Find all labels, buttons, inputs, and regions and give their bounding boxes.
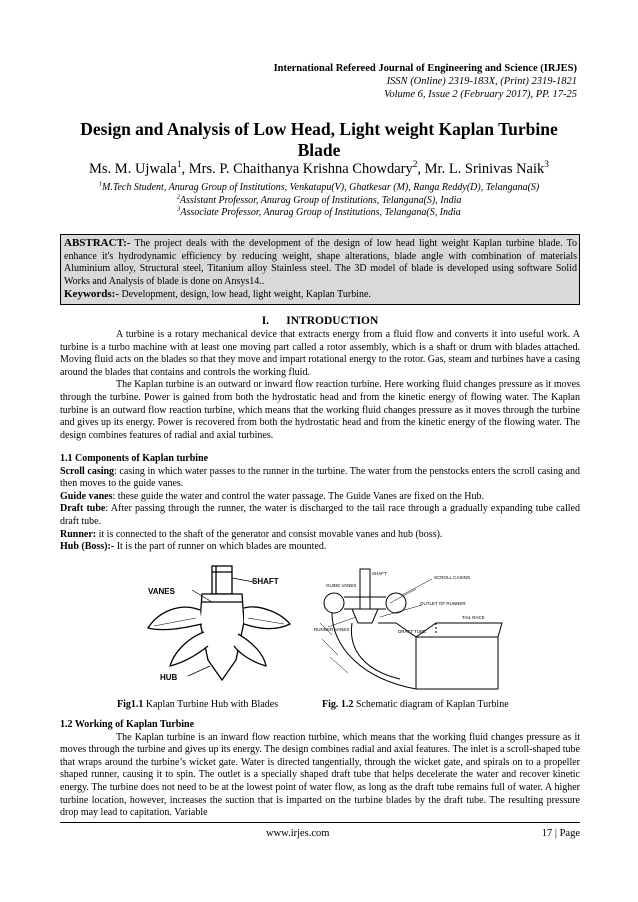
fig1-caption-label: Fig1.1 [117, 699, 144, 710]
component-runner [60, 529, 580, 542]
components-section [60, 453, 580, 554]
abstract-paragraph [64, 237, 577, 288]
author-1: Ms. M. Ujwala [89, 161, 177, 177]
component-hub [60, 541, 580, 554]
journal-issn: ISSN (Online) 2319-183X, (Print) 2319-1821 [386, 76, 577, 87]
component-draft-tube [60, 503, 580, 528]
footer-page-number: 17 | Page [541, 828, 580, 839]
fig2-caption-label: Fig. 1.2 [322, 699, 354, 710]
component-term: Guide vanes [60, 490, 113, 502]
author-list [60, 160, 578, 178]
abstract-label: ABSTRACT:- [64, 237, 131, 249]
footer-url[interactable]: www.irjes.com [266, 828, 330, 839]
fig1-label-vanes: VANES [148, 587, 175, 596]
affiliation-1 [60, 182, 578, 195]
keywords-text: Development, design, low head, light weight, Kaplan Turbine. [119, 289, 371, 301]
fig1-label-hub: HUB [160, 673, 178, 682]
fig2-label-draft-tube: DRAFT TUBE [398, 629, 427, 634]
component-term: Runner: [60, 528, 97, 540]
fig2-label-guide-vanes: GUIDE VANES [326, 583, 357, 588]
journal-volume: Volume 6, Issue 2 (February 2017), PP. 17-25 [384, 89, 577, 100]
component-term: Draft tube [60, 503, 106, 515]
keywords-label: Keywords:- [64, 288, 119, 301]
component-scroll-casing [60, 466, 580, 491]
working-section [60, 719, 580, 820]
affiliation-2-sup: 2 [176, 193, 180, 201]
section-heading-introduction [60, 315, 580, 327]
component-text: : casing in which water passes to the runner in the turbine. The water from the penstocks enters the scroll casing and then moves to the guide vanes. [60, 465, 580, 490]
author-3-sup: 3 [544, 160, 549, 171]
affiliation-2-text: Assistant Professor, Anurag Group of Institutions, Telangana(S), India [179, 195, 462, 206]
affiliation-1-text: M.Tech Student, Anurag Group of Institutions, Venkatapu(V), Ghatkesar (M), Ranga Reddy(D), Telangana(S) [101, 182, 540, 193]
component-text: It is the part of runner on which blades are mounted. [114, 541, 327, 553]
author-3: , Mr. L. Srinivas Naik [417, 161, 545, 177]
fig2-caption-text: Schematic diagram of Kaplan Turbine [353, 699, 509, 710]
figure-1-1-caption [117, 699, 278, 711]
figure-1-2-caption [322, 699, 509, 711]
fig2-label-shaft: SHAFT [372, 571, 387, 576]
component-term: Scroll casing [60, 465, 115, 477]
fig2-label-runner-vanes: RUNNER VANES [314, 627, 350, 632]
abstract-box [60, 234, 580, 305]
subsection-1-2-title: 1.2 Working of Kaplan Turbine [60, 719, 195, 730]
affiliation-1-sup: 1 [98, 180, 102, 188]
figure-1-2-schematic-image [312, 567, 504, 695]
affiliation-3-sup: 3 [177, 205, 181, 213]
working-paragraph-1: The Kaplan turbine is an inward flow reaction turbine, which means that the working fluid changes pressure as it moves through the turbine and gives up its energy. The design combines radial and axial features. The inlet is a scroll-shaped tube that wraps around the turbine’s wicket gate. Water is directed tangentially, through the wicket gate, and spirals on to a propeller shaped runner, causing it to spin. The outlet is a specially shaped draft tube that helps decelerate the water and recover kinetic energy. The turbine does not need to be at the lowest point of water flow, as long as the draft tube remains full of water. A higher turbine location, however, increases the suction that is imparted on the turbine blades by the draft tube. The resulting pressure drop may lead to capitation. Variable [60, 731, 580, 819]
component-guide-vanes [60, 491, 580, 504]
title-line-1: Design and Analysis of Low Head, Light weight Kaplan Turbine [80, 119, 558, 139]
subsection-1-1-title: 1.1 Components of Kaplan turbine [60, 453, 209, 464]
title-line-2: Blade [297, 140, 341, 160]
footer-divider [60, 822, 580, 823]
intro-paragraph-1: A turbine is a rotary mechanical device that extracts energy from a fluid flow and converts it into useful work. A turbine is a turbo machine with at least one moving part called a rotor assembly, which is a shaft or drum with blades attached. Moving fluid acts on the blades so that they move and impart rotational energy to the rotor. Gas, steam and turbines have a casing around the blades that contains and controls the working fluid. [60, 329, 580, 378]
fig2-label-scroll-casing: SCROLL CASING [434, 575, 471, 580]
introduction-body [60, 329, 580, 442]
keywords-paragraph [64, 288, 577, 302]
figure-1-1-hub-image [140, 562, 300, 692]
component-text: : After passing through the runner, the water is discharged to the tail race through a gradually expanding tube called draft tube. [60, 503, 580, 527]
paper-title [60, 119, 578, 161]
component-term: Hub (Boss):- [60, 541, 115, 553]
affiliation-3-text: Associate Professor, Anurag Group of Institutions, Telangana(S, India [180, 207, 461, 218]
author-2-sup: 2 [412, 160, 418, 171]
affiliation-2 [60, 195, 578, 208]
journal-name: International Refereed Journal of Engineering and Science (IRJES) [273, 63, 577, 74]
section-title: INTRODUCTION [286, 315, 379, 327]
fig1-label-shaft: SHAFT [252, 577, 279, 586]
affiliation-3 [60, 207, 578, 220]
section-number: I. [261, 315, 270, 327]
intro-paragraph-2: The Kaplan turbine is an outward or inward flow reaction turbine. Here working fluid changes pressure as it moves through the turbine. Power is gained from both the hydrostatic head and from the kinetic energy of flowing water. The Kaplan turbine is an outward flow reaction turbine, which means that the working fluid changes pressure as it moves through the turbine and gives up its energy. Power is recovered from both the hydrostatic head and from the kinetic energy of the flowing water. The design combines features of radial and axial turbines. [60, 379, 580, 441]
author-2: , Mrs. P. Chaithanya Krishna Chowdary [181, 161, 413, 177]
fig1-caption-text: Kaplan Turbine Hub with Blades [143, 699, 279, 710]
author-1-sup: 1 [176, 160, 182, 171]
abstract-text: The project deals with the development of the design of low head light weight Kaplan turbine blade. To enhance it's hydrodynamic efficiency by reducing weight, shape alterations, blade angle with combination of materials Aluminium alloy, Structural steel, Titanium alloy Stainless steel. The 3D model of blade is developed using software Solid Works and Analysis of blade is done on Ansys14.. [64, 238, 577, 287]
fig2-label-tail-race: TAIL RACE [462, 615, 485, 620]
component-text: it is connected to the shaft of the generator and consist movable vanes and hub (boss). [96, 528, 443, 540]
fig2-label-outlet: OUTLET OF RUNNER [420, 601, 466, 606]
component-text: : these guide the water and control the water passage. The Guide Vanes are fixed on the Hub. [112, 490, 484, 502]
